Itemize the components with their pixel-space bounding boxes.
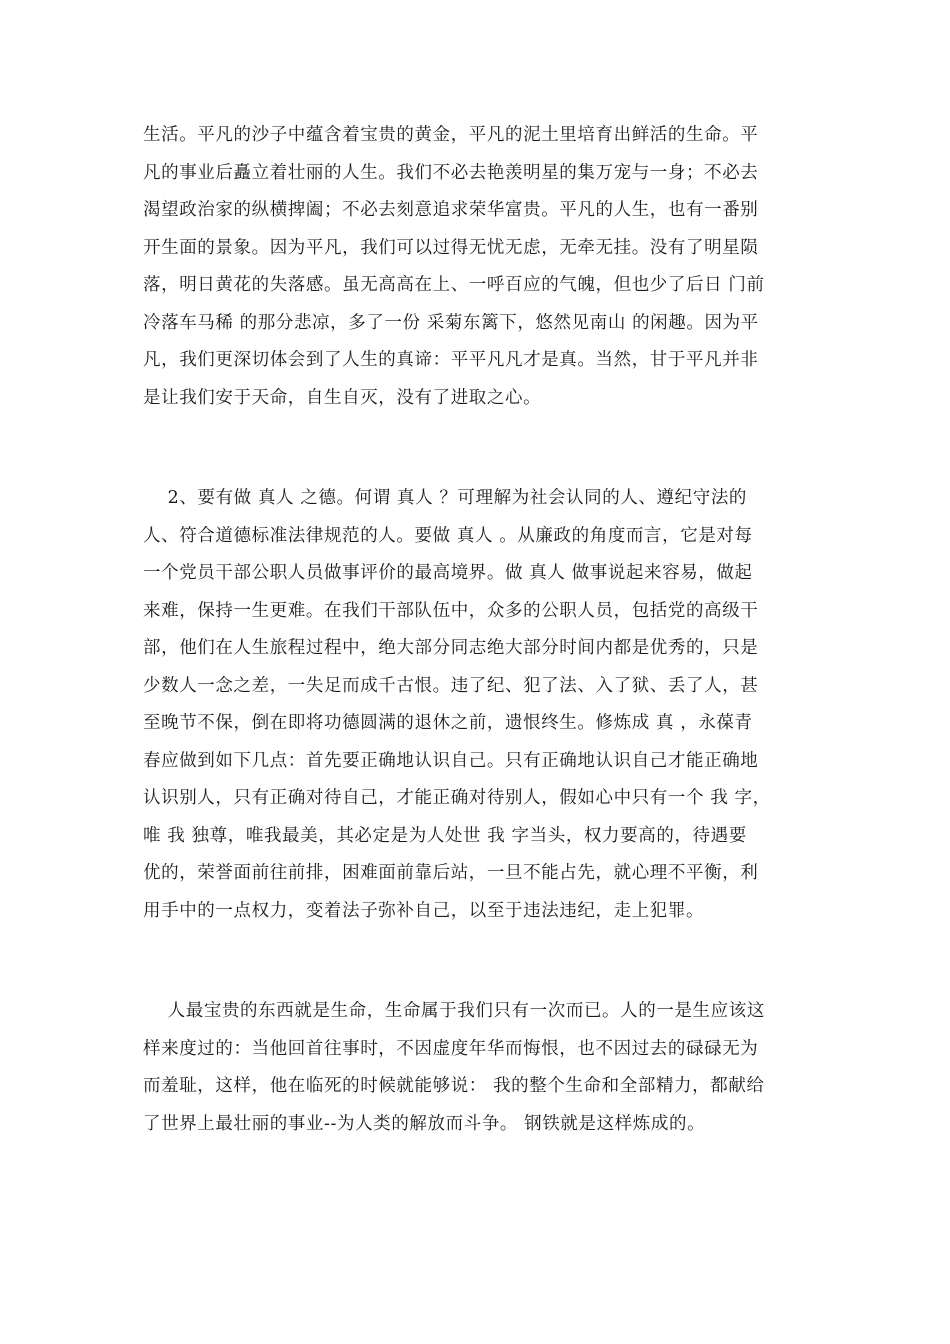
text-line: 来难，保持一生更难。在我们干部队伍中，众多的公职人员，包括党的高级干 (143, 600, 759, 621)
text-line: 而羞耻，这样，他在临死的时候就能够说： 我的整个生命和全部精力，都献给 (143, 1076, 765, 1096)
text-line: 生活。平凡的沙子中蕴含着宝贵的黄金，平凡的泥土里培育出鲜活的生命。平 (143, 125, 759, 145)
paragraph-2 (143, 480, 813, 930)
text-line: 用手中的一点权力，变着法子弥补自己，以至于违法违纪，走上犯罪。 (143, 900, 705, 921)
text-line: 至晚节不保，倒在即将功德圆满的退休之前，遗恨终生。修炼成 真 ，永葆青 (143, 713, 753, 733)
text-line: 落，明日黄花的失落感。虽无高高在上、一呼百应的气魄，但也少了后日 门前 (143, 275, 765, 295)
text-line: 人最宝贵的东西就是生命，生命属于我们只有一次而已。人的一是生应该这 (143, 1001, 765, 1021)
text-line: 渴望政治家的纵横捭阖；不必去刻意追求荣华富贵。平凡的人生，也有一番别 (143, 200, 759, 220)
paragraph-1 (143, 117, 813, 417)
text-line: 凡，我们更深切体会到了人生的真谛：平平凡凡才是真。当然，甘于平凡并非 (143, 350, 759, 370)
text-line: 了世界上最壮丽的事业--为人类的解放而斗争。 钢铁就是这样炼成的。 (143, 1113, 706, 1134)
text-line: 人、符合道德标准法律规范的人。要做 真人 。从廉政的角度而言，它是对每 (143, 525, 753, 546)
text-line: 少数人一念之差，一失足而成千古恨。违了纪、犯了法、入了狱、丢了人，甚 (143, 675, 759, 696)
text-line: 认识别人，只有正确对待自己，才能正确对待别人，假如心中只有一个 我 字， (143, 788, 771, 808)
paragraph-3 (143, 993, 813, 1143)
text-line: 一个党员干部公职人员做事评价的最高境界。做 真人 做事说起来容易，做起 (143, 563, 753, 583)
text-line: 优的，荣誉面前往前排，困难面前靠后站，一旦不能占先，就心理不平衡，利 (143, 863, 759, 883)
text-line: 部，他们在人生旅程过程中，绝大部分同志绝大部分时间内都是优秀的，只是 (143, 638, 759, 658)
text-line: 凡的事业后矗立着壮丽的人生。我们不必去艳羡明星的集万宠与一身；不必去 (143, 162, 759, 183)
text-line: 冷落车马稀 的那分悲凉，多了一份 采菊东篱下，悠然见南山 的闲趣。因为平 (143, 312, 759, 333)
text-line: 开生面的景象。因为平凡，我们可以过得无忧无虑，无牵无挂。没有了明星陨 (143, 237, 759, 258)
text-line: 2、要有做 真人 之德。何谓 真人 ？可理解为社会认同的人、遵纪守法的 (143, 488, 748, 508)
text-line: 样来度过的：当他回首往事时，不因虚度年华而悔恨，也不因过去的碌碌无为 (143, 1038, 759, 1059)
text-line: 春应做到如下几点：首先要正确地认识自己。只有正确地认识自己才能正确地 (143, 750, 759, 771)
text-line: 是让我们安于天命，自生自灭，没有了进取之心。 (143, 387, 542, 408)
text-line: 唯 我 独尊，唯我最美，其必定是为人处世 我 字当头，权力要高的，待遇要 (143, 825, 747, 846)
